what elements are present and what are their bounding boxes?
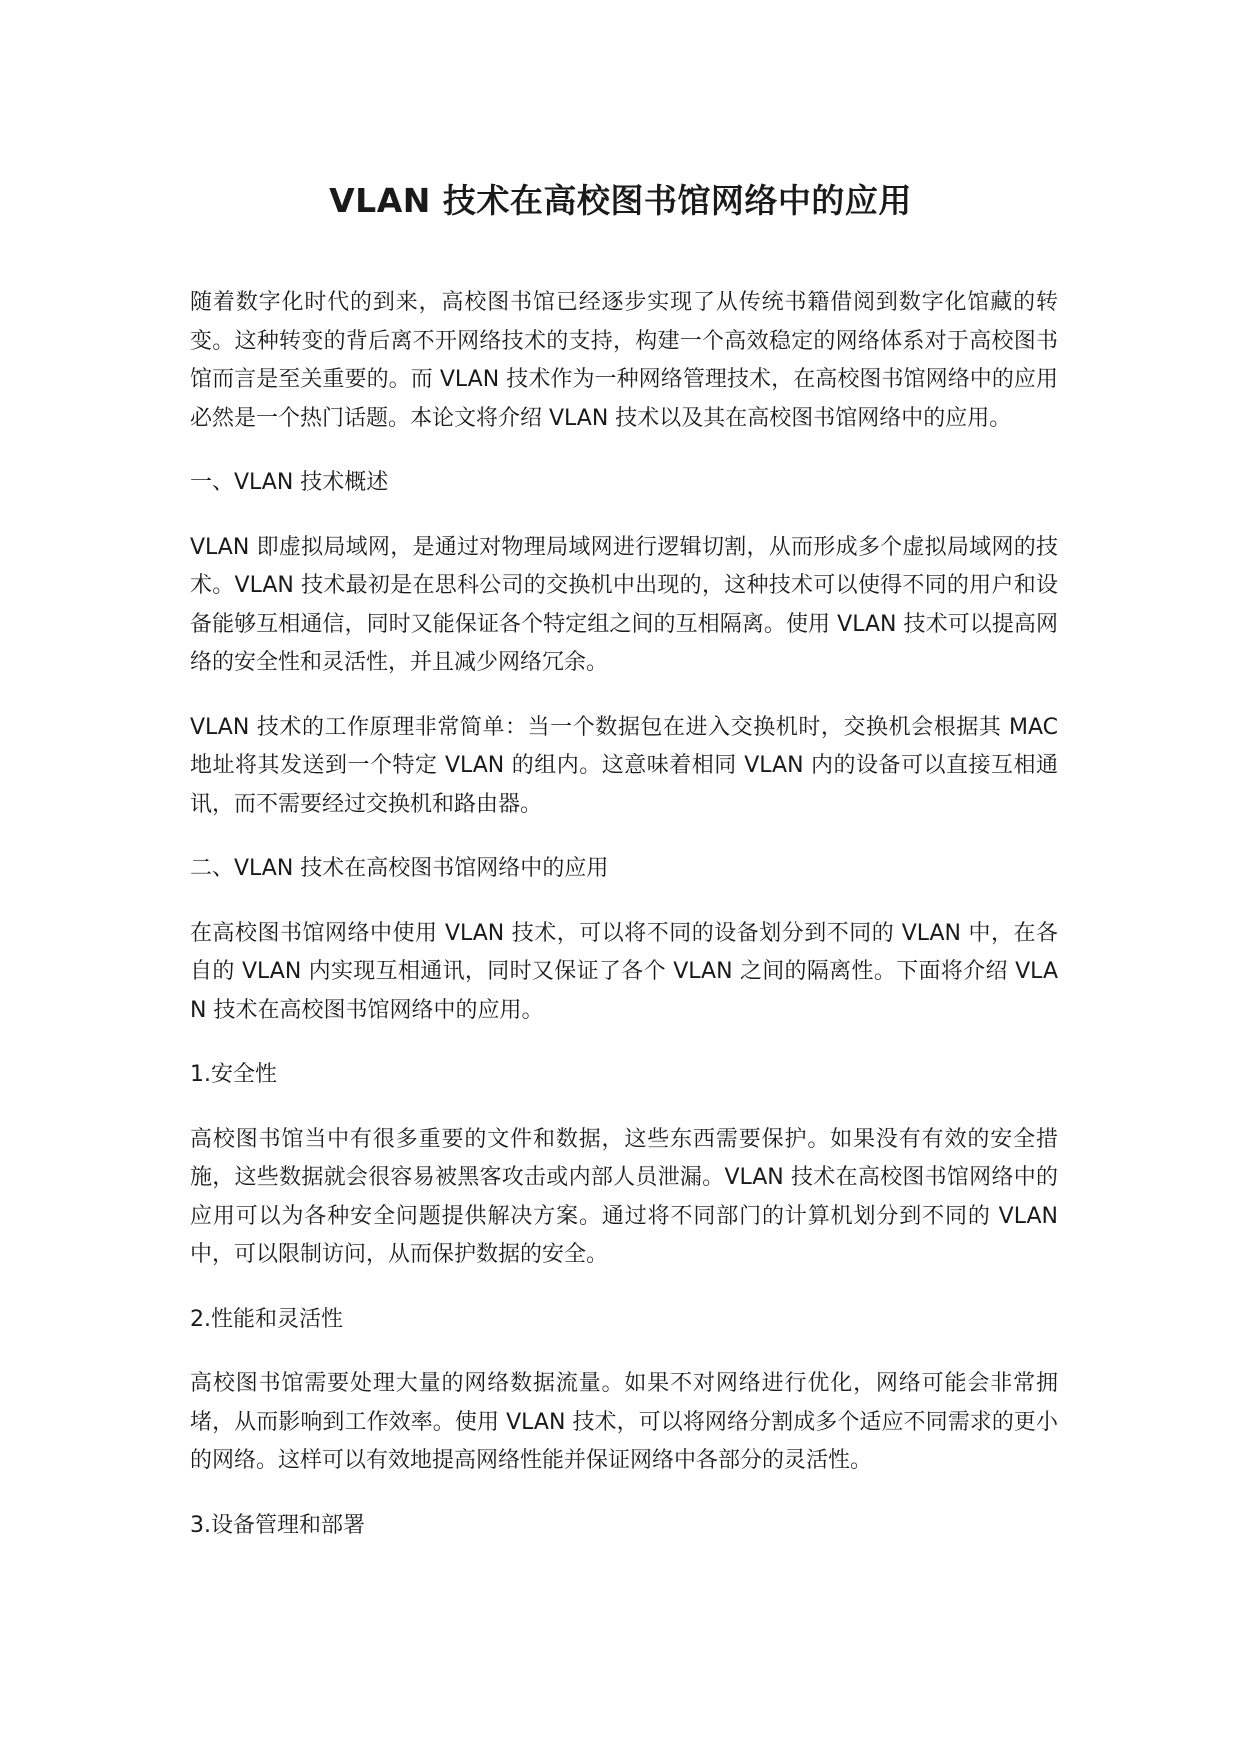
vlan-principle-paragraph: VLAN 技术的工作原理非常简单：当一个数据包在进入交换机时，交换机会根据其 MAC 地址将其发送到一个特定 VLAN 的组内。这意味着相同 VLAN 内的设备可以直接互相通讯，而不需要经过交换机和路由器。 [190,714,1058,817]
subsection-heading-performance: 2.性能和灵活性 [190,1306,343,1332]
document-body [190,284,1058,1571]
security-paragraph: 高校图书馆当中有很多重要的文件和数据，这些东西需要保护。如果没有有效的安全措施，这些数据就会很容易被黑客攻击或内部人员泄漏。VLAN 技术在高校图书馆网络中的应用可以为各种安全问题提供解决方案。通过将不同部门的计算机划分到不同的 VLAN 中，可以限制访问，从而保护数据的安全。 [190,1126,1058,1267]
vlan-overview-paragraph: VLAN 即虚拟局域网，是通过对物理局域网进行逻辑切割，从而形成多个虚拟局域网的技术。VLAN 技术最初是在思科公司的交换机中出现的，这种技术可以使得不同的用户和设备能够互相通信，同时又能保证各个特定组之间的互相隔离。使用 VLAN 技术可以提高网络的安全性和灵活性，并且减少网络冗余。 [190,534,1058,675]
subsection-heading-security: 1.安全性 [190,1062,277,1087]
section-heading-2: 二、VLAN 技术在高校图书馆网络中的应用 [190,856,609,881]
intro-paragraph: 随着数字化时代的到来，高校图书馆已经逐步实现了从传统书籍借阅到数字化馆藏的转变。这种转变的背后离不开网络技术的支持，构建一个高效稳定的网络体系对于高校图书馆而言是至关重要的。而 VLAN 技术作为一种网络管理技术，在高校图书馆网络中的应用必然是一个热门话题。本论文将介绍 VLAN 技术以及其在高校图书馆网络中的应用。 [190,290,1058,431]
section-heading-1: 一、VLAN 技术概述 [190,470,389,495]
application-intro-paragraph: 在高校图书馆网络中使用 VLAN 技术，可以将不同的设备划分到不同的 VLAN 中，在各自的 VLAN 内实现互相通讯，同时又保证了各个 VLAN 之间的隔离性。下面将介绍 VLAN 技术在高校图书馆网络中的应用。 [190,920,1058,1023]
performance-paragraph: 高校图书馆需要处理大量的网络数据流量。如果不对网络进行优化，网络可能会非常拥堵，从而影响到工作效率。使用 VLAN 技术，可以将网络分割成多个适应不同需求的更小的网络。这样可以有效地提高网络性能并保证网络中各部分的灵活性。 [190,1371,1058,1473]
document-title: VLAN 技术在高校图书馆网络中的应用 [329,181,912,220]
subsection-heading-device-management: 3.设备管理和部署 [190,1512,365,1538]
